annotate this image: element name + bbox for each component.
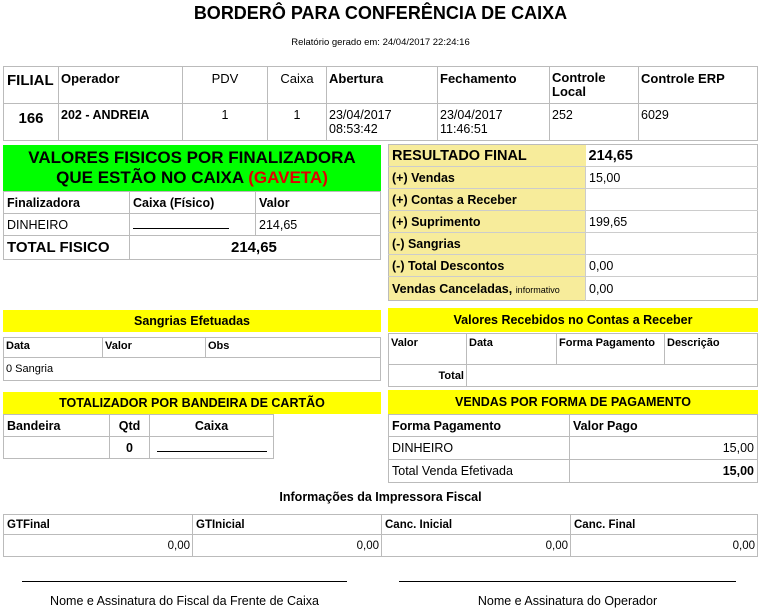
sangrias-col-obs: Obs — [206, 338, 381, 358]
sangrias-col-data: Data — [4, 338, 103, 358]
bandeira-table — [3, 414, 274, 459]
caixa-header: Caixa — [268, 67, 327, 104]
resultado-suprimento-value: 199,65 — [586, 211, 758, 233]
bandeira-row-caixa-blank — [150, 437, 274, 459]
report-generated-date: Relatório gerado em: 24/04/2017 22:24:16 — [291, 37, 470, 48]
fisicos-title-red: (GAVETA) — [248, 168, 328, 187]
vendas-title: VENDAS POR FORMA DE PAGAMENTO — [388, 390, 758, 414]
vendas-row-value: 15,00 — [570, 437, 758, 460]
contas-total-value — [467, 365, 758, 387]
controle-erp-header: Controle ERP — [639, 67, 758, 104]
sangrias-title: Sangrias Efetuadas — [3, 310, 381, 332]
sangrias-col-valor: Valor — [103, 338, 206, 358]
controle-erp-value: 6029 — [641, 108, 669, 122]
fechamento-value: 23/04/2017 11:46:51 — [438, 104, 550, 141]
canceladas-label-text: Vendas Canceladas, — [392, 281, 513, 296]
resultado-descontos-label: (-) Total Descontos — [389, 255, 586, 277]
caixa-value: 1 — [268, 104, 327, 141]
impressora-col-canc-final: Canc. Final — [571, 515, 758, 535]
contas-col-forma: Forma Pagamento — [557, 334, 665, 365]
filial-header: FILIAL — [4, 67, 59, 104]
vendas-table — [388, 414, 758, 483]
bandeira-col-caixa: Caixa — [150, 415, 274, 437]
fechamento-header: Fechamento — [438, 67, 550, 104]
resultado-canceladas-label — [389, 277, 586, 301]
resultado-suprimento-label: (+) Suprimento — [389, 211, 586, 233]
impressora-col-gtfinal: GTFinal — [4, 515, 193, 535]
impressora-val-canc-final: 0,00 — [732, 539, 755, 552]
fisicos-title — [3, 145, 381, 191]
bandeira-col-bandeira: Bandeira — [4, 415, 110, 437]
operador-value: 202 - ANDREIA — [59, 104, 183, 141]
resultado-vendas-label: (+) Vendas — [389, 167, 586, 189]
resultado-final-label: RESULTADO FINAL — [389, 145, 586, 167]
vendas-col-valor: Valor Pago — [570, 415, 758, 437]
canceladas-small-text: informativo — [515, 284, 560, 295]
pdv-header: PDV — [183, 67, 268, 104]
resultado-contas-label: (+) Contas a Receber — [389, 189, 586, 211]
impressora-val-gtfinal: 0,00 — [4, 535, 193, 557]
controle-local-value: 252 — [550, 104, 639, 141]
total-fisico-label: TOTAL FISICO — [4, 236, 130, 260]
impressora-val-gtinicial: 0,00 — [193, 535, 382, 557]
vendas-row-name: DINHEIRO — [389, 437, 570, 460]
resultado-canceladas-value: 0,00 — [586, 277, 758, 301]
fisicos-title-line2: QUE ESTÃO NO CAIXA — [56, 168, 244, 187]
vendas-total-value: 15,00 — [722, 464, 754, 478]
contas-title: Valores Recebidos no Contas a Receber — [388, 308, 758, 332]
impressora-col-canc-inicial: Canc. Inicial — [382, 515, 571, 535]
fisicos-title-line1: VALORES FISICOS POR FINALIZADORA — [28, 148, 356, 167]
vendas-total-label: Total Venda Efetivada — [389, 460, 570, 483]
resultado-final-value: 214,65 — [586, 145, 758, 167]
signature-label-operador: Nome e Assinatura do Operador — [477, 594, 658, 608]
fisicos-row-valor: 214,65 — [256, 214, 381, 236]
operador-header: Operador — [59, 67, 183, 104]
contas-col-descricao: Descrição — [665, 334, 758, 365]
resultado-contas-value — [586, 189, 758, 211]
resultado-vendas-value: 15,00 — [586, 167, 758, 189]
resultado-sangrias-label: (-) Sangrias — [389, 233, 586, 255]
contas-col-data: Data — [467, 334, 557, 365]
col-caixa-fisico: Caixa (Físico) — [130, 192, 256, 214]
fisicos-row-caixa-blank — [130, 214, 256, 236]
fisicos-table — [3, 191, 381, 260]
col-finalizadora: Finalizadora — [4, 192, 130, 214]
vendas-col-forma: Forma Pagamento — [389, 415, 570, 437]
resultado-sangrias-value — [586, 233, 758, 255]
col-valor: Valor — [256, 192, 381, 214]
resultado-descontos-value: 0,00 — [586, 255, 758, 277]
resultado-table — [388, 144, 758, 301]
signature-line-operador — [399, 581, 736, 582]
sangrias-table — [3, 337, 381, 381]
sangrias-row: 0 Sangria — [6, 363, 54, 375]
info-table — [3, 66, 758, 141]
impressora-table — [3, 514, 758, 557]
bandeira-row-name — [4, 437, 110, 459]
impressora-title: Informações da Impressora Fiscal — [279, 490, 482, 504]
abertura-value: 23/04/2017 08:53:42 — [327, 104, 438, 141]
bandeira-row-qtd: 0 — [110, 437, 150, 459]
signature-line-fiscal — [22, 581, 347, 582]
pdv-value: 1 — [183, 104, 268, 141]
total-fisico-value: 214,65 — [231, 239, 277, 256]
bandeira-col-qtd: Qtd — [110, 415, 150, 437]
contas-total-label: Total — [389, 365, 467, 387]
impressora-val-canc-inicial: 0,00 — [382, 535, 571, 557]
filial-value: 166 — [4, 104, 59, 141]
abertura-header: Abertura — [327, 67, 438, 104]
controle-local-header: Controle Local — [550, 67, 639, 104]
signature-label-fiscal: Nome e Assinatura do Fiscal da Frente de Caixa — [50, 594, 319, 608]
impressora-col-gtinicial: GTInicial — [193, 515, 382, 535]
contas-col-valor: Valor — [389, 334, 467, 365]
page-title: BORDERÔ PARA CONFERÊNCIA DE CAIXA — [193, 3, 568, 23]
contas-table — [388, 333, 758, 387]
bandeira-title: TOTALIZADOR POR BANDEIRA DE CARTÃO — [3, 392, 381, 414]
fisicos-row-name: DINHEIRO — [4, 214, 130, 236]
